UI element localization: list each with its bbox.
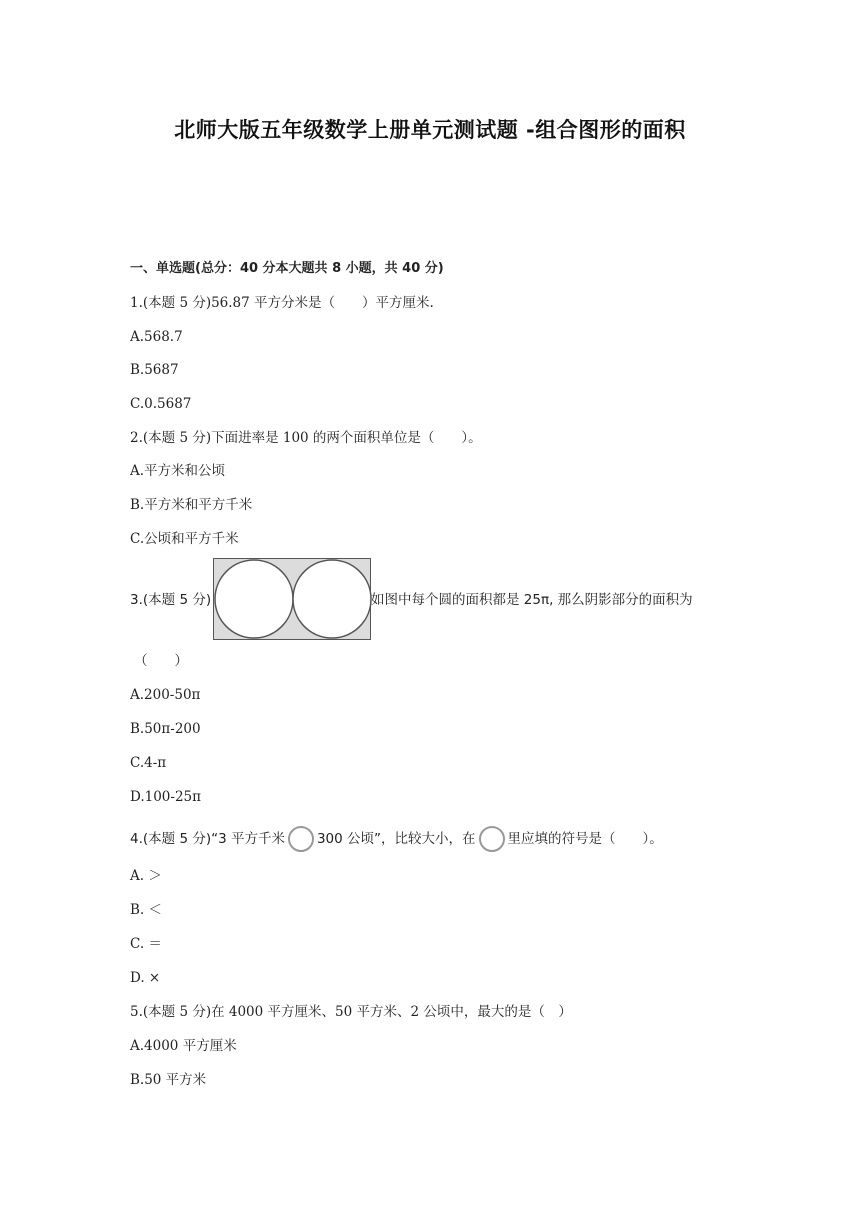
document-title: 北师大版五年级数学上册单元测试题 -组合图形的面积 — [174, 118, 686, 142]
question-1-option-a: A.568.7 — [130, 329, 183, 345]
question-3-prefix: 3.(本题 5 分) — [130, 592, 212, 608]
question-3-option-a: A.200-50π — [130, 687, 201, 703]
question-4-part-1: 4.(本题 5 分)“3 平方千米 — [130, 831, 285, 847]
question-1-option-b: B.5687 — [130, 362, 179, 378]
section-heading: 一、单选题(总分：40 分本大题共 8 小题，共 40 分) — [130, 261, 444, 276]
question-2-stem: 2.(本题 5 分)下面进率是 100 的两个面积单位是（ ）。 — [130, 430, 482, 446]
left-circle — [215, 560, 293, 638]
question-2-option-b: B.平方米和平方千米 — [130, 497, 253, 513]
question-1-option-c: C.0.5687 — [130, 396, 192, 412]
question-3-option-d: D.100-25π — [130, 789, 202, 805]
question-4-part-2: 300 公顷”，比较大小，在 — [316, 831, 476, 847]
question-5-option-b: B.50 平方米 — [130, 1072, 207, 1088]
question-3-blank: （ ） — [134, 653, 188, 669]
question-4-option-a: A. ＞ — [130, 868, 162, 884]
question-4-option-b: B. ＜ — [130, 902, 163, 918]
question-3-option-c: C.4-π — [130, 755, 167, 771]
question-3-option-b: B.50π-200 — [130, 721, 201, 737]
question-2-option-c: C.公顷和平方千米 — [130, 531, 239, 547]
question-4-option-c: C. ＝ — [130, 936, 162, 952]
question-4-part-3: 里应填的符号是（ ）。 — [507, 831, 663, 847]
question-5-stem: 5.(本题 5 分)在 4000 平方厘米、50 平方米、2 公顷中，最大的是（ ） — [130, 1004, 572, 1020]
blank-circle-icon — [288, 826, 314, 852]
question-4-stem — [130, 826, 663, 852]
blank-circle-icon — [479, 826, 505, 852]
question-4-option-d: D. × — [130, 970, 161, 986]
two-circles-figure — [213, 558, 371, 640]
question-1-stem: 1.(本题 5 分)56.87 平方分米是（ ）平方厘米. — [130, 295, 434, 311]
question-3-stem: 如图中每个圆的面积都是 25π, 那么阴影部分的面积为 — [371, 592, 693, 608]
right-circle — [293, 560, 371, 638]
question-5-option-a: A.4000 平方厘米 — [130, 1038, 237, 1054]
question-2-option-a: A.平方米和公顷 — [130, 463, 226, 479]
